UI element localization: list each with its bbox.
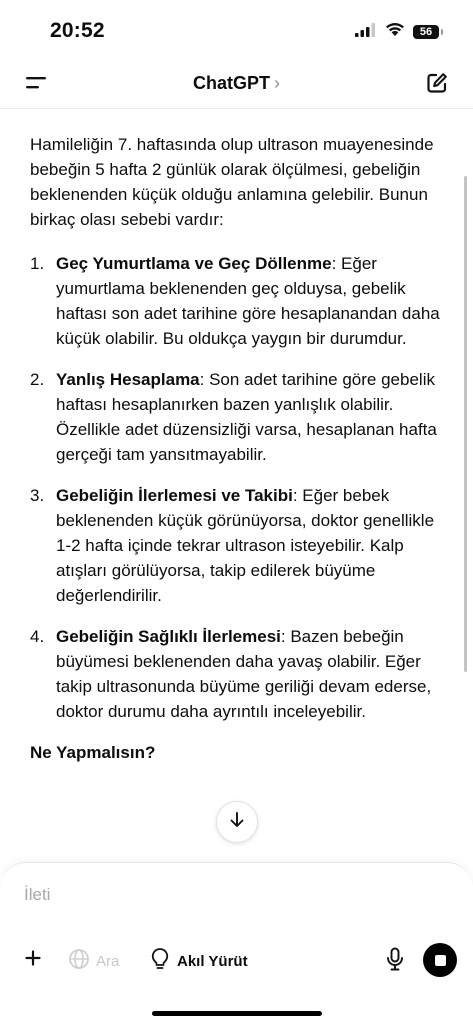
- reason-list: [30, 251, 445, 724]
- chevron-right-icon: ›: [274, 73, 280, 93]
- list-item-text: : Bazen bebeğin büyümesi beklenenden daha yavaş olabilir. Eğer takip ultrasonunda büyüme geriliği devam ederse, doktor durumu daha ayrıntılı inceleyebilir.: [56, 627, 432, 721]
- cellular-signal-icon: [355, 23, 377, 42]
- list-item-text: : Eğer yumurtlama beklenenden geç olduysa, gebelik haftası son adet tarihine göre hesaplanandan daha küçük olabilir. Bu oldukça yaygın bir durumdur.: [56, 254, 440, 348]
- dictation-button[interactable]: [381, 946, 409, 976]
- message-input[interactable]: [24, 885, 424, 905]
- chat-header: [0, 62, 473, 109]
- microphone-icon: [386, 947, 404, 976]
- list-item-title: Geç Yumurtlama ve Geç Döllenme: [56, 254, 332, 273]
- status-icons: [355, 22, 439, 42]
- assistant-message: [0, 108, 473, 765]
- composer-toolbar: [0, 943, 473, 979]
- list-item-number: 4.: [30, 627, 45, 646]
- lightbulb-icon: [150, 947, 170, 975]
- list-item-title: Gebeliğin İlerlemesi ve Takibi: [56, 486, 293, 505]
- composer: [0, 862, 473, 1024]
- list-item-title: Gebeliğin Sağlıklı İlerlemesi: [56, 627, 281, 646]
- status-bar: [0, 0, 473, 62]
- scroll-to-bottom-button[interactable]: [216, 801, 258, 843]
- battery-icon: [413, 25, 439, 39]
- message-intro: Hamileliğin 7. haftasında olup ultrason muayenesinde bebeğin 5 hafta 2 günlük olarak ölçülmesi, gebeliğin beklenenden küçük olduğu anlamına gelebilir. Bunun birkaç olası sebebi vardır:: [30, 135, 434, 229]
- compose-icon: [426, 72, 448, 99]
- list-item-number: 1.: [30, 254, 45, 273]
- add-attachment-button[interactable]: [18, 945, 48, 975]
- conversation-area[interactable]: [0, 108, 473, 863]
- arrow-down-icon: [229, 811, 245, 834]
- stop-generating-button[interactable]: [423, 943, 457, 977]
- page-title: ChatGPT: [192, 73, 270, 93]
- new-chat-button[interactable]: [421, 70, 453, 100]
- search-button[interactable]: [68, 948, 119, 974]
- home-indicator[interactable]: [152, 1011, 322, 1016]
- list-item: [30, 367, 445, 467]
- status-time: 20:52: [50, 19, 105, 42]
- section-heading: Ne Yapmalısın?: [30, 743, 156, 762]
- list-item-text: : Eğer bebek beklenenden küçük görünüyorsa, doktor genellikle 1-2 hafta içinde tekrar ultrason isteyebilir. Kalp atışları görülüyorsa, takip edilerek büyüme değerlendirilir.: [56, 486, 435, 605]
- search-label: Ara: [96, 952, 120, 970]
- list-item-number: 3.: [30, 486, 45, 505]
- list-item: [30, 624, 445, 724]
- list-item-title: Yanlış Hesaplama: [56, 370, 200, 389]
- list-item: [30, 483, 445, 608]
- plus-icon: [25, 950, 41, 971]
- scrollbar[interactable]: [464, 176, 467, 672]
- wifi-icon: [385, 22, 405, 42]
- model-selector[interactable]: [0, 73, 473, 94]
- list-item: [30, 251, 445, 351]
- stop-icon: [435, 955, 446, 966]
- globe-icon: [68, 948, 90, 974]
- list-item-text: : Son adet tarihine göre gebelik haftası hesaplanırken bazen yanlışlık olabilir. Özellikle adet düzensizliği varsa, hesaplanan hafta gerçeği tam yansıtmayabilir.: [56, 370, 437, 464]
- reason-label: Akıl Yürüt: [177, 952, 248, 970]
- list-item-number: 2.: [30, 370, 45, 389]
- battery-level: 56: [419, 26, 433, 38]
- reason-button[interactable]: [150, 947, 248, 975]
